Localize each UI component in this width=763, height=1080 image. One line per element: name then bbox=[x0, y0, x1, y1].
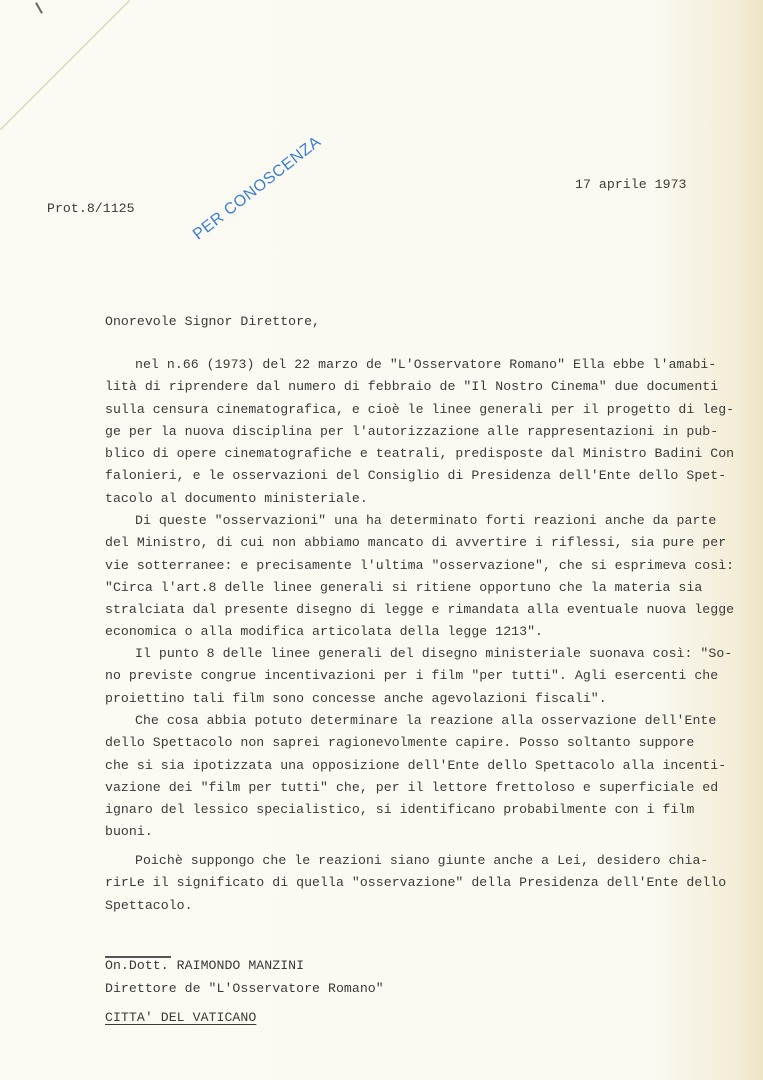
text-line: Il punto 8 delle linee generali del disegno ministeriale suonava così: "So- bbox=[135, 646, 733, 661]
recipient-name: On.Dott. RAIMONDO MANZINI bbox=[105, 958, 305, 973]
text-line: dello Spettacolo non saprei ragionevolmente capire. Posso soltanto suppore bbox=[105, 735, 695, 751]
text-line: sulla censura cinematografica, e cioè le linee generali per il progetto di leg- bbox=[105, 401, 735, 417]
recipient-title: Direttore de "L'Osservatore Romano" bbox=[105, 981, 384, 996]
text-line: lità di riprendere dal numero di febbraio de "Il Nostro Cinema" due documenti bbox=[105, 379, 719, 395]
text-line: rirLe il significato di quella "osservazione" della Presidenza dell'Ente dello bbox=[105, 875, 727, 891]
text-line: vie sotterranee: e precisamente l'ultima "osservazione", che si esprimeva così: bbox=[105, 557, 735, 573]
text-line: nel n.66 (1973) del 22 marzo de "L'Osservatore Romano" Ella ebbe l'amabi- bbox=[135, 357, 717, 372]
text-line: falonieri, e le osservazioni del Consiglio di Presidenza dell'Ente dello Spet- bbox=[105, 468, 727, 484]
text-line: Poichè suppongo che le reazioni siano giunte anche a Lei, desidero chia- bbox=[135, 853, 709, 868]
paragraph-5 bbox=[105, 850, 750, 917]
text-line: proiettino tali film sono concesse anche agevolazioni fiscali". bbox=[105, 690, 607, 706]
text-line: Di queste "osservazioni" una ha determinato forti reazioni anche da parte bbox=[135, 513, 717, 528]
per-conoscenza-stamp: PER CONOSCENZA bbox=[190, 133, 325, 244]
text-line: Che cosa abbia potuto determinare la reazione alla osservazione dell'Ente bbox=[135, 713, 717, 728]
text-line: del Ministro, di cui non abbiamo mancato di avvertire i riflessi, sia pure per bbox=[105, 535, 727, 551]
paper-fold-mark bbox=[0, 0, 130, 130]
text-line: Spettacolo. bbox=[105, 897, 193, 913]
letter-date: 17 aprile 1973 bbox=[575, 177, 687, 192]
text-line: vazione dei "film per tutti" che, per il lettore frettoloso e superficiale ed bbox=[105, 779, 719, 795]
text-line: economica o alla modifica articolata della legge 1213". bbox=[105, 624, 544, 640]
text-line: che si sia ipotizzata una opposizione dell'Ente dello Spettacolo alla incenti- bbox=[105, 757, 727, 773]
paragraph-3 bbox=[105, 643, 750, 710]
text-line: no previste congrue incentivazioni per i film "per tutti". Agli esercenti che bbox=[105, 668, 719, 684]
text-line: ignaro del lessico specialistico, si identificano probabilmente con i film bbox=[105, 802, 695, 818]
protocol-number: Prot.8/1125 bbox=[47, 201, 135, 216]
text-line: stralciata dal presente disegno di legge e rimandata alla eventuale nuova legge bbox=[105, 602, 735, 618]
text-line: buoni. bbox=[105, 824, 153, 840]
paragraph-1 bbox=[105, 354, 750, 510]
text-line: tacolo al documento ministeriale. bbox=[105, 490, 368, 506]
text-line: blico di opere cinematografiche e teatrali, predisposte dal Ministro Badini Con bbox=[105, 446, 735, 462]
paragraph-4 bbox=[105, 710, 750, 844]
recipient-place: CITTA' DEL VATICANO bbox=[105, 1010, 257, 1025]
salutation: Onorevole Signor Direttore, bbox=[105, 314, 321, 329]
text-line: ge per la nuova disciplina per l'autorizzazione alle rappresentazioni in pub- bbox=[105, 423, 719, 439]
text-line: "Circa l'art.8 delle linee generali si ritiene opportuno che la materia sia bbox=[105, 579, 703, 595]
paragraph-2 bbox=[105, 510, 750, 644]
